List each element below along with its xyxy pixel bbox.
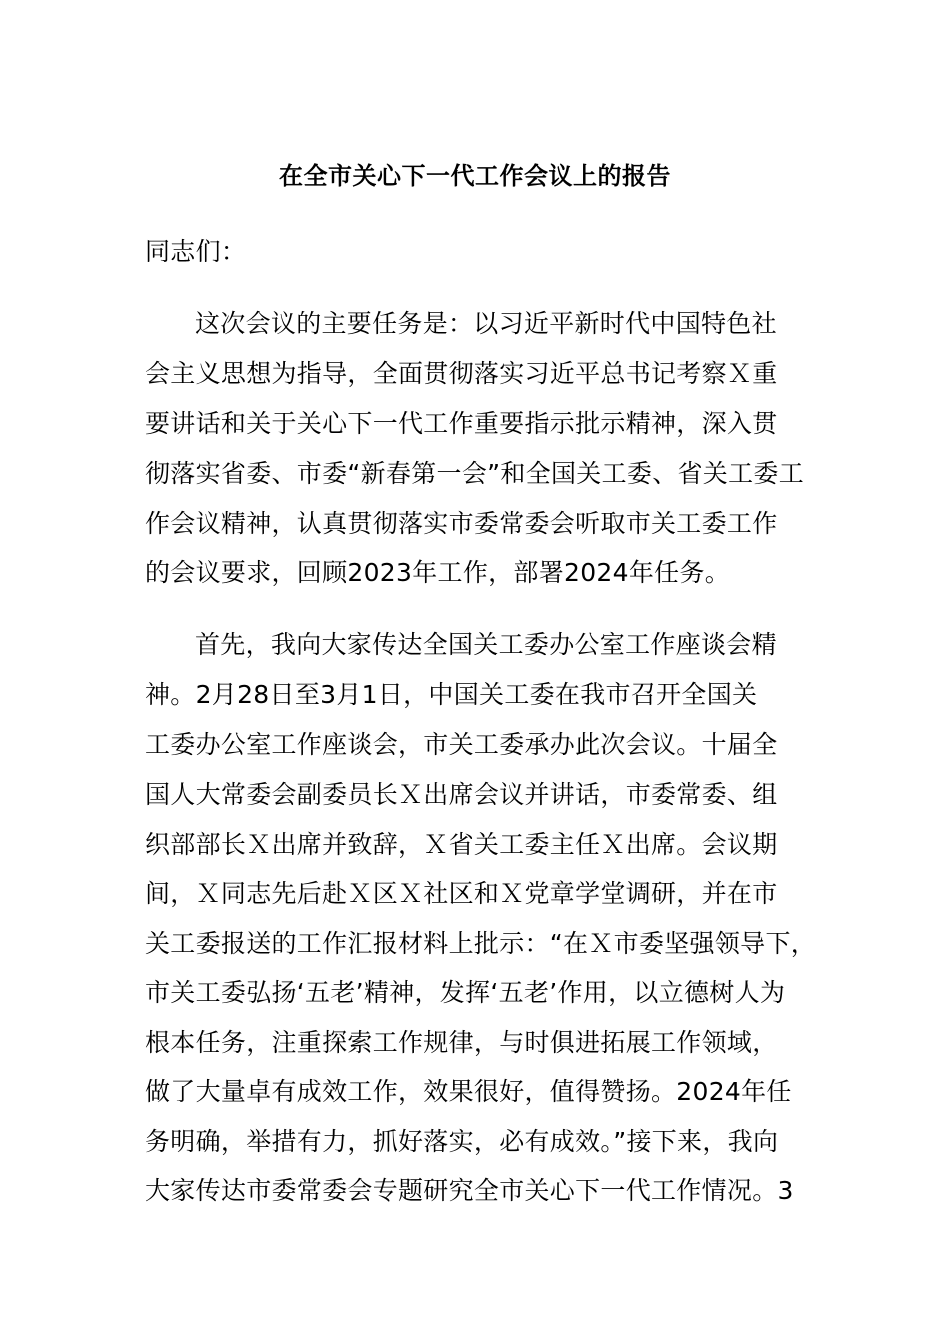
paragraph-2-line-8: 市关工委弘扬‘五老’精神，发挥‘五老’作用，以立德树人为 [145,978,786,1007]
paragraph-2-line-7: 关工委报送的工作汇报材料上批示：“在Ｘ市委坚强领导下， [145,929,817,958]
paragraph-2-line-6: 间，Ｘ同志先后赴Ｘ区Ｘ社区和Ｘ党章学堂调研，并在市 [145,879,778,908]
paragraph-2-line-1: 首先，我向大家传达全国关工委办公室工作座谈会精 [195,630,777,659]
document-title: 在全市关心下一代工作会议上的报告 [279,162,671,190]
paragraph-1-line-2: 会主义思想为指导，全面贯彻落实习近平总书记考察Ｘ重 [145,359,778,388]
paragraph-1-line-3: 要讲话和关于关心下一代工作重要指示批示精神，深入贯 [145,409,778,438]
paragraph-2-line-9: 根本任务，注重探索工作规律，与时俱进拓展工作领域， [145,1028,778,1057]
paragraph-2-line-4: 国人大常委会副委员长Ｘ出席会议并讲话，市委常委、组 [145,780,778,809]
paragraph-2-line-5: 织部部长Ｘ出席并致辞，Ｘ省关工委主任Ｘ出席。会议期 [145,830,778,859]
paragraph-1-line-5: 作会议精神，认真贯彻落实市委常委会听取市关工委工作 [145,509,778,538]
paragraph-2-line-3: 工委办公室工作座谈会，市关工委承办此次会议。十届全 [145,730,778,759]
paragraph-2-line-2: 神。2月28日至3月1日，中国关工委在我市召开全国关 [145,680,758,709]
paragraph-1-line-4: 彻落实省委、市委“新春第一会”和全国关工委、省关工委工 [145,459,805,488]
paragraph-2-line-12: 大家传达市委常委会专题研究全市关心下一代工作情况。3 [145,1176,794,1205]
paragraph-1-line-6: 的会议要求，回顾2023年工作，部署2024年任务。 [145,558,731,587]
salutation: 同志们： [145,237,247,266]
paragraph-2-line-10: 做了大量卓有成效工作，效果很好，值得赞扬。2024年任 [145,1077,792,1106]
paragraph-1-line-1: 这次会议的主要任务是：以习近平新时代中国特色社 [195,309,777,338]
paragraph-2-line-11: 务明确，举措有力，抓好落实，必有成效。”接下来，我向 [145,1127,779,1156]
